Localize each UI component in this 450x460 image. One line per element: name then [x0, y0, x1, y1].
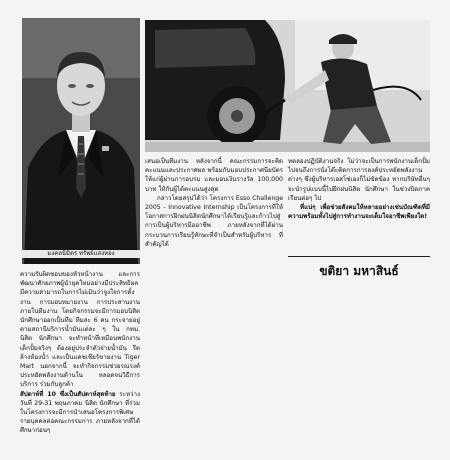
byline-divider	[288, 256, 430, 257]
car-service-photo	[145, 20, 430, 152]
article-column-middle	[145, 157, 283, 249]
article-text: ระหว่างวันที่ 29-31 พฤษภาคม นิสิต นักศึกษา ที่ร่วมในโครงการจะมีการนำเสนอโครงการพิเศษรายบุคคลต่อคณะกรรมการ ภายหลังจากที่ได้ศึกษาก่อนๆ	[20, 390, 140, 435]
article-column-left	[20, 270, 140, 436]
article-paragraph	[20, 390, 140, 436]
article-column-right	[288, 157, 430, 221]
bold-lead: สัปดาห์ที่ 10 ซึ่งเป็นสัปดาห์สุดท้าย	[20, 390, 116, 398]
portrait-photo	[22, 18, 140, 264]
photo-caption: มงคลนิมิตร ทรัพย์แสงทอง	[22, 250, 140, 258]
article-paragraph: ทดลองปฏิบัติงานจริง ไม่ว่าจะเป็นการพนักงานเด็กปั้มไปจนถึงการนั่งโต๊ะคิดการการลงค์ประหยัดพลังงานต่างๆ ซึ่งผู้บริหารเอสโซ่เองก็ไม่ขัดข้อง หากบริษัทอื่นๆ จะนำรูปแบบนี้ไปฝึกฝนนิสิต นักศึกษา ในช่วงปิดภาคเรียนต่อๆ ไป	[288, 158, 430, 202]
article-paragraph: ความรับผิดชอบของหัวหน้างาน และการพัฒนาศักยภาพผู้นำยุคใหม่อย่างมีประสิทธิผล มีความสามารถในการไม่เมินว่าจูงใจการตั้งงาน การมอบหมายงาน การประสานงานภายในทีมงาน โดยกิจกรรมจะมีการมอบนิสิตนักศึกษาออกเป็นทีม ทีมละ 6 คน กระจายอยู่ตามสถานีบริการน้ำมันแต่ละ ๆ ใน กทม. นิสิต นักศึกษา จะทำหน้าที่เหมือนพนักงานเด็กปั้มจริงๆ ต้องอยู่ประจำตัวจ่ายน้ำมัน รีดล้างห้องน้ำ และเป็นแคชเชียร์ขายงาน Tiger Mart นอกจากนี้ จะทำกิจกรรมช่วยรณรงค์ประหยัดพลังงานด้านใน หลอดจนวิธีการบริการ ร่วมกับลูกค้า	[20, 271, 140, 389]
article-closing-paragraph: ที่แน่ๆ เพื่อช่วยสังคมให้หลายอย่างเช่นบัณฑิตที่มีความพร้อมทั้งไปสู่การทำงานจะเต็มใจอาชีพเพียงใด!	[288, 204, 430, 221]
portrait-illustration	[22, 18, 140, 264]
author-byline: ขติยา มหาสินธ์	[319, 264, 399, 278]
article-paragraph: กล่าวโดยสรุปได้ว่า โครงการ Esso Challenge 2005 - Innovative Internship เป็นโครงการที่ให้โอกาสการฝึกฝนนิสิตนักศึกษาได้เรียนรู้และก้าวไปสู่การเป็นผู้บริหารมืออาชีพ ภายหลังจากที่ได้ผ่านกระบวนการเรียนรู้ทักษะที่จำเป็นสำหรับผู้บริหาร ที่สำคัญได้	[145, 194, 283, 248]
article-paragraph: เสนอเป็นทีมงาน หลังจากนี้ คณะกรรมการจะคิดคะแนนและประกาศผล พร้อมกับมอบประกาศนียบัตรให้แก่ผู้ผ่านการอบรม และมอบเงินรางวัล 100,000 บาท ให้กับผู้ได้คะแนนสูงสุด	[145, 158, 283, 193]
car-service-illustration	[145, 20, 430, 152]
